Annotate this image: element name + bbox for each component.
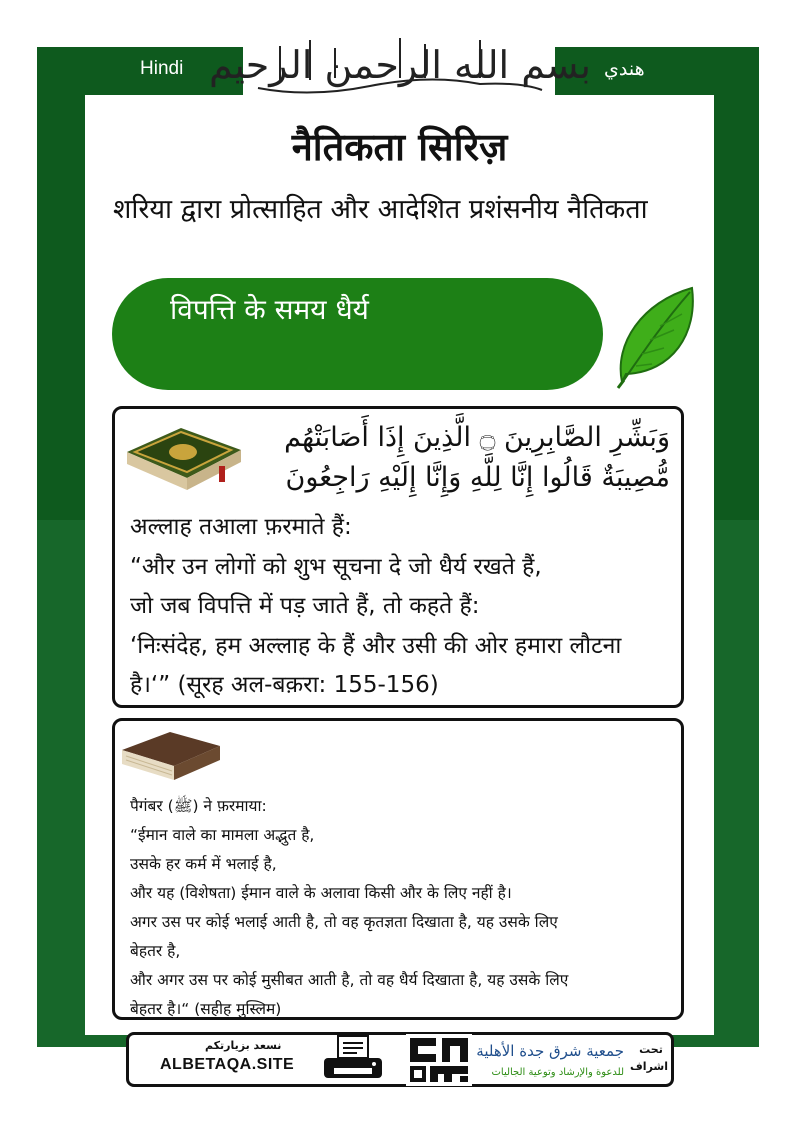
organization-logo-text: جمعية شرق جدة الأهلية: [476, 1042, 624, 1060]
arabic-verse-line: وَبَشِّرِ الصَّابِرِينَ ۝ الَّذِينَ إِذَا أَصَابَتْهُم: [284, 422, 670, 453]
hadith-line: और यह (विशेषता) ईमान वाले के अलावा किसी और के लिए नहीं है।: [130, 884, 512, 902]
hadith-line: “ईमान वाले का मामला अद्भुत है,: [130, 826, 315, 844]
footer-site-link[interactable]: ALBETAQA.SITE: [160, 1056, 295, 1073]
footer-supervision-label: [630, 1041, 668, 1075]
verse-line: अल्लाह तआला फ़रमाते हैं:: [130, 514, 352, 540]
page-subtitle: शरिया द्वारा प्रोत्साहित और आदेशित प्रशंसनीय नैतिकता: [113, 194, 648, 225]
printer-icon[interactable]: [322, 1034, 384, 1084]
organization-logo: [476, 1036, 626, 1082]
hadith-line: उसके हर कर्म में भलाई है,: [130, 855, 277, 873]
page-title: नैतिकता सिरिज़: [291, 125, 508, 169]
quran-book-icon: [121, 422, 245, 498]
language-label-english: Hindi: [140, 58, 184, 79]
arabic-verse: [250, 418, 670, 498]
verse-line: जो जब विपत्ति में पड़ जाते हैं, तो कहते हैं:: [130, 593, 480, 619]
topic-banner-text: विपत्ति के समय धैर्य: [170, 293, 369, 326]
hadith-line: और अगर उस पर कोई मुसीबत आती है, तो वह धैर्य दिखाता है, यह उसके लिए: [130, 971, 569, 989]
footer-supervision-line: اشراف: [630, 1060, 668, 1073]
verse-line: ‘निःसंदेह, हम अल्लाह के हैं और उसी की ओर हमारा लौटना: [130, 632, 622, 659]
basmala-text: بسم الله الرحمن الرحيم: [209, 43, 591, 87]
qr-code-icon[interactable]: [406, 1034, 472, 1086]
hadith-book-icon: [118, 728, 224, 784]
basmala-calligraphy: [209, 28, 591, 100]
footer-welcome-text: نسعد بزيارتكم: [205, 1039, 282, 1052]
hadith-line: पैगंबर (ﷺ) ने फ़रमाया:: [130, 797, 267, 815]
footer-supervision-line: تحت: [639, 1043, 663, 1056]
language-label-arabic: هندي: [604, 59, 645, 80]
arabic-verse-line: مُّصِيبَةٌ قَالُوا إِنَّا لِلَّهِ وَإِنَّا إِلَيْهِ رَاجِعُونَ: [285, 462, 670, 493]
hadith-line: बेहतर है।“ (सहीह मुस्लिम): [130, 1000, 282, 1018]
hadith-text: [130, 792, 675, 1024]
verse-line: “और उन लोगों को शुभ सूचना दे जो धैर्य रखते हैं,: [130, 553, 542, 580]
hadith-line: बेहतर है,: [130, 942, 181, 960]
hadith-line: अगर उस पर कोई भलाई आती है, तो वह कृतज्ञता दिखाता है, यह उसके लिए: [130, 913, 558, 931]
hindi-verse-translation: [130, 508, 675, 706]
leaf-icon: [612, 284, 696, 390]
organization-logo-subtext: للدعوة والإرشاد وتوعية الجاليات: [491, 1067, 624, 1078]
verse-line: है।‘” (सूरह अल-बक़रा: 155-156): [130, 672, 439, 698]
